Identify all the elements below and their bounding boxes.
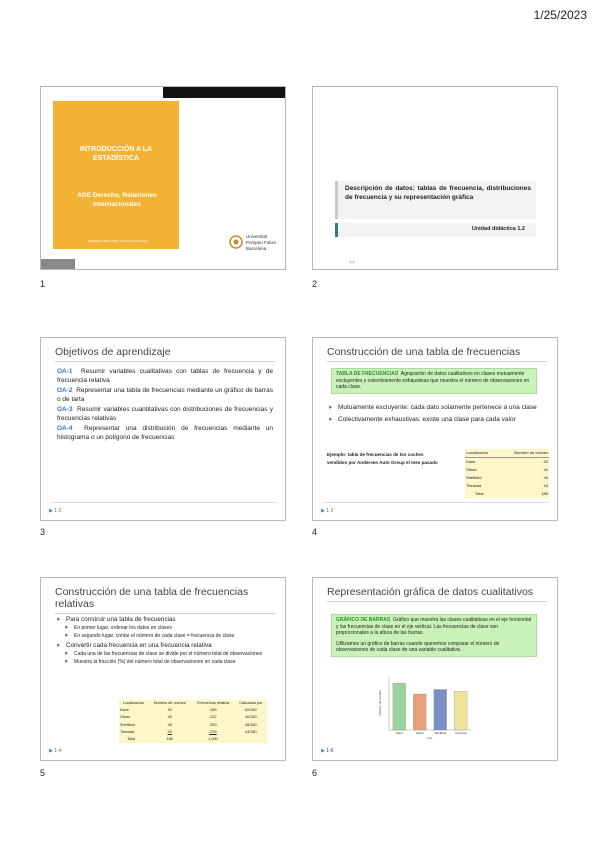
upf-logo-text bbox=[246, 234, 276, 252]
cell: Kane bbox=[120, 708, 129, 713]
upf-logo-text-line-2: Pompeu Fabra bbox=[246, 240, 276, 245]
bullet-item: ▸ Mutuamente excluyente: cada dato solamente pertenece a una clase bbox=[329, 404, 545, 413]
footer-page: ▶ 1-4 bbox=[49, 748, 62, 754]
upf-logo-text-line-1: Universitat bbox=[246, 234, 268, 239]
page-label: 1-4 bbox=[54, 748, 62, 754]
top-black-bar bbox=[163, 87, 286, 98]
definition-box bbox=[331, 614, 537, 657]
bullet-item: ▸ Para construir una tabla de frecuencias bbox=[57, 616, 275, 624]
bullet-list bbox=[57, 616, 275, 665]
print-date: 1/25/2023 bbox=[533, 8, 587, 22]
definition-text: Agrupación de datos cualitativos en clases mutuamente excluyentes y colectivamente exhaustivas que muestra el número de observaciones en cada clase. bbox=[336, 371, 530, 390]
cell: .289 bbox=[209, 708, 217, 713]
sub-bullet-item: ▸ En segundo lugar, contar el número de cada clase = frecuencia de clase bbox=[65, 633, 275, 640]
cell: 40/180 bbox=[244, 715, 257, 720]
unit-label: Unidad didáctica 1.2 bbox=[471, 226, 525, 232]
cell: Total bbox=[475, 491, 484, 496]
slide-2[interactable] bbox=[312, 86, 558, 270]
slide-1[interactable] bbox=[40, 86, 286, 270]
bar bbox=[413, 694, 426, 730]
slide-5[interactable] bbox=[40, 577, 286, 761]
table-header: Frecuencia relativa bbox=[196, 701, 229, 705]
cell: Olean bbox=[120, 715, 131, 720]
cell: 45 bbox=[543, 475, 548, 480]
table-row bbox=[465, 474, 549, 482]
cell: Tionesta bbox=[466, 483, 482, 488]
definition-head: TABLA DE FRECUENCIAS bbox=[336, 371, 399, 377]
page-label: 1-6 bbox=[326, 748, 334, 754]
cell: 43 bbox=[543, 483, 548, 488]
slide-title: Objetivos de aprendizaje bbox=[55, 346, 275, 362]
objective-text: Representar una tabla de frecuencias mediante un gráfico de barras o de tarta bbox=[57, 387, 273, 403]
x-axis-label: Loc. bbox=[427, 736, 433, 740]
sub-bullet-item: ▸ Cada una de las frecuencias de clase se divide por el número total de observaciones bbox=[65, 651, 275, 658]
table-row bbox=[465, 458, 549, 467]
table-row bbox=[119, 729, 267, 736]
footer-page: ▶ 1-6 bbox=[321, 748, 334, 754]
slide-3[interactable] bbox=[40, 337, 286, 521]
relative-frequency-table bbox=[119, 700, 267, 743]
objective-code: OA-2 bbox=[57, 387, 73, 394]
objective-text: Resumir variables cuantitativas con distribuciones de frecuencias y frecuencias relativas bbox=[57, 406, 273, 422]
x-tick-label: Sheffield bbox=[434, 731, 447, 735]
bullet-item: ▸ Colectivamente exhaustivas: existe una clase para cada valor bbox=[329, 416, 545, 425]
bullet-item: ▸ Convertir cada frecuencia en una frecuencia relativa bbox=[57, 642, 275, 650]
table-row bbox=[465, 466, 549, 474]
objective-code: OA-1 bbox=[57, 368, 73, 375]
cell: Total bbox=[127, 737, 136, 742]
x-tick-label: Tionesta bbox=[455, 731, 467, 735]
cell: 52/180 bbox=[244, 708, 257, 713]
footer-page: ▶ 1-2 bbox=[49, 508, 62, 514]
table-row bbox=[465, 482, 549, 490]
x-tick-label: Kane bbox=[395, 731, 403, 735]
bar bbox=[454, 691, 467, 730]
cell: 1.000 bbox=[208, 737, 218, 742]
slide-title: Construcción de una tabla de frecuencias bbox=[327, 346, 547, 362]
page-label: 1-2 bbox=[54, 508, 62, 514]
table-header: Localización bbox=[465, 449, 499, 458]
table-row bbox=[119, 707, 267, 714]
objective-item bbox=[57, 368, 273, 385]
slide-number-3: 3 bbox=[40, 527, 46, 537]
bar bbox=[434, 690, 447, 731]
footer-rule bbox=[323, 502, 549, 503]
slide-number-1: 1 bbox=[40, 279, 46, 289]
cell: 43/180 bbox=[244, 729, 257, 734]
objective-text: Representar una distribución de frecuencias mediante un histograma o un polígono de frecuencias bbox=[57, 425, 273, 441]
definition-box bbox=[331, 368, 537, 394]
cell: 40 bbox=[543, 467, 548, 472]
page-label: 1-1 bbox=[349, 259, 355, 264]
definition-head: GRÁFICO DE BARRAS bbox=[336, 617, 391, 623]
cell: Kane bbox=[466, 459, 476, 464]
bar-chart bbox=[375, 672, 475, 744]
table-row bbox=[465, 490, 549, 498]
objective-item bbox=[57, 406, 273, 423]
cell: .222 bbox=[209, 715, 217, 720]
slide-4[interactable] bbox=[312, 337, 558, 521]
slide-number-4: 4 bbox=[312, 527, 318, 537]
table-header: Calculado por bbox=[239, 701, 263, 705]
title-panel bbox=[53, 101, 179, 249]
objective-item bbox=[57, 387, 273, 404]
page-label: 1-3 bbox=[326, 508, 334, 514]
footer-page: ▶ 1-3 bbox=[321, 508, 334, 514]
upf-logo bbox=[229, 233, 243, 256]
slide-6[interactable] bbox=[312, 577, 558, 761]
table-header: Número de coches bbox=[499, 449, 549, 458]
objective-code: OA-3 bbox=[57, 406, 73, 413]
cell: Sheffield bbox=[466, 475, 482, 480]
table-header: Localización bbox=[123, 701, 145, 705]
cell: 52 bbox=[167, 708, 172, 713]
cell: Sheffield bbox=[120, 722, 135, 727]
cell: 180 bbox=[166, 737, 173, 742]
slide-title: Construcción de una tabla de frecuencias relativas bbox=[55, 586, 275, 614]
objective-item bbox=[57, 425, 273, 442]
table-header: Número de coches bbox=[153, 701, 186, 705]
example-caption: Ejemplo: tabla de frecuencias de los coches vendidos por Andersen Auto Group el mes pasado bbox=[327, 452, 438, 465]
x-tick-label: Olean bbox=[415, 731, 424, 735]
footer-rule bbox=[51, 502, 277, 503]
slide-subtitle: ADE Derecho, Relaciones Internacionales bbox=[77, 192, 157, 208]
slide-title: Representación gráfica de datos cualitativos bbox=[327, 586, 547, 602]
slide-heading: Descripción de datos: tablas de frecuencia, distribuciones de frecuencia y su representación gráfica bbox=[345, 185, 531, 201]
cell: .250 bbox=[209, 722, 217, 727]
definition-text: Gráfico que muestra las clases cualitativas en el eje horizontal y las frecuencias de clase en el eje vertical. Las frecuencias de clase son proporcionales a la altura de las barras. bbox=[336, 617, 532, 636]
slide-number-6: 6 bbox=[312, 768, 318, 778]
y-axis-label: Número de coches bbox=[378, 690, 382, 716]
cell: 52 bbox=[543, 459, 548, 464]
slide-footer: Estadística 2022-2023 · Profesor Antoni Ruiz bbox=[88, 239, 148, 243]
slide-number-2: 2 bbox=[312, 279, 318, 289]
bottom-gray-block bbox=[41, 259, 75, 270]
cell: 40 bbox=[167, 715, 172, 720]
upf-emblem-icon bbox=[229, 233, 243, 251]
cell: 180 bbox=[541, 491, 548, 496]
slide-number-5: 5 bbox=[40, 768, 46, 778]
slide-title: INTRODUCCIÓN A LA ESTADÍSTICA bbox=[79, 146, 153, 162]
sub-bullet-item: ▸ Muestra la fracción (%) del número total de observaciones en cada clase bbox=[65, 659, 275, 666]
table-row bbox=[119, 722, 267, 729]
objective-code: OA-4 bbox=[57, 425, 73, 432]
table-row bbox=[119, 714, 267, 721]
cell: Olean bbox=[466, 467, 477, 472]
table-header-row bbox=[119, 700, 267, 707]
cell: 45/180 bbox=[244, 722, 257, 727]
cell: .239 bbox=[209, 729, 217, 734]
objective-text: Resumir variables cualitativas con tablas de frecuencia y de frecuencia relativa bbox=[57, 368, 273, 384]
cell: 43 bbox=[167, 729, 172, 734]
bar bbox=[393, 683, 406, 730]
cell bbox=[235, 736, 267, 743]
sub-bullet-item: ▸ En primer lugar, ordenar los datos en clases bbox=[65, 625, 275, 632]
table-row bbox=[119, 736, 267, 743]
cell: Tionesta bbox=[120, 729, 135, 734]
cell: 45 bbox=[167, 722, 172, 727]
table-header-row bbox=[465, 449, 549, 458]
objectives-list bbox=[57, 368, 273, 442]
bullet-list bbox=[329, 404, 545, 424]
upf-logo-text-line-3: Barcelona bbox=[246, 246, 267, 251]
frequency-table bbox=[465, 449, 549, 498]
definition-text-2: Utilizamos un gráfico de barras cuando queremos comparar el número de observaciones de cada clase de una variable cualitativa. bbox=[336, 640, 500, 653]
